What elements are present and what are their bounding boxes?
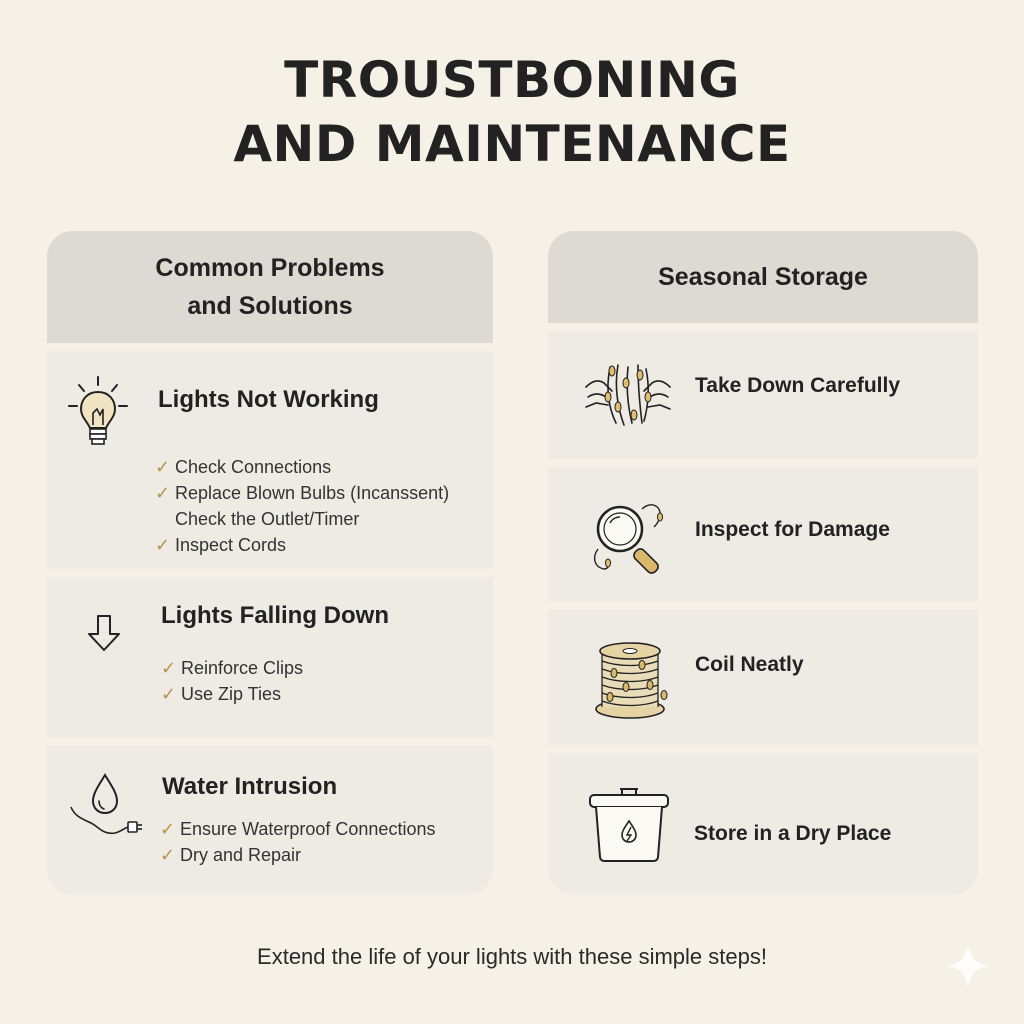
solution-text: Check Connections xyxy=(175,457,332,477)
check-icon: ✓ xyxy=(161,684,177,704)
divider xyxy=(47,569,493,577)
list-item xyxy=(161,655,303,681)
solution-text: Ensure Waterproof Connections xyxy=(180,819,436,839)
divider xyxy=(548,323,978,331)
check-icon: ✓ xyxy=(161,658,177,678)
solution-text: Inspect Cords xyxy=(175,535,287,555)
solution-text: Use Zip Ties xyxy=(181,684,282,704)
storage-step-label: Take Down Carefully xyxy=(695,374,900,397)
divider xyxy=(47,738,493,746)
list-item xyxy=(155,480,449,506)
footer-text: Extend the life of your lights with these simple steps! xyxy=(257,944,767,969)
hands-string-lights-icon xyxy=(582,357,674,433)
divider xyxy=(47,343,493,351)
solution-list xyxy=(155,454,449,558)
storage-step-label: Inspect for Damage xyxy=(695,518,890,541)
check-icon: ✓ xyxy=(160,819,176,839)
list-item xyxy=(161,681,303,707)
magnifier-icon xyxy=(588,497,674,577)
divider xyxy=(548,602,978,610)
list-item xyxy=(160,842,435,868)
solution-text: Check the Outlet/Timer xyxy=(175,509,360,529)
list-item xyxy=(160,816,435,842)
check-icon: ✓ xyxy=(155,535,171,555)
storage-step-label: Coil Neatly xyxy=(695,653,804,676)
problems-heading-line-1: Common Problems xyxy=(155,254,385,282)
storage-step-label: Store in a Dry Place xyxy=(694,822,892,845)
cord-spool-icon xyxy=(592,635,670,721)
divider xyxy=(548,459,978,467)
problems-panel-heading xyxy=(47,231,493,343)
lightbulb-icon xyxy=(65,373,131,457)
title-line-2: AND MAINTENANCE xyxy=(233,115,791,173)
check-icon: ✓ xyxy=(160,845,176,865)
problem-title: Lights Falling Down xyxy=(161,602,389,629)
water-drop-plug-icon xyxy=(67,771,143,843)
list-item xyxy=(155,506,449,532)
storage-panel-heading xyxy=(548,231,978,323)
problem-title: Water Intrusion xyxy=(162,773,338,800)
solution-text: Reinforce Clips xyxy=(181,658,304,678)
storage-bin-icon xyxy=(586,783,672,863)
page-title xyxy=(0,48,1024,176)
sparkle-icon xyxy=(944,942,992,990)
check-icon: ✓ xyxy=(155,483,171,503)
list-item xyxy=(155,454,449,480)
solution-list xyxy=(160,816,435,868)
list-item xyxy=(155,532,449,558)
solution-list xyxy=(161,655,303,707)
down-arrow-icon xyxy=(85,613,123,653)
check-icon: ✓ xyxy=(155,457,171,477)
storage-heading: Seasonal Storage xyxy=(658,263,868,291)
storage-panel xyxy=(548,231,978,895)
divider xyxy=(548,745,978,753)
problem-title: Lights Not Working xyxy=(158,386,379,413)
problems-panel xyxy=(47,231,493,895)
solution-text: Replace Blown Bulbs (Incanssent) xyxy=(175,483,450,503)
problems-heading-line-2: and Solutions xyxy=(187,292,353,320)
title-line-1: TROUSTBONING xyxy=(284,51,740,109)
solution-text: Dry and Repair xyxy=(180,845,302,865)
